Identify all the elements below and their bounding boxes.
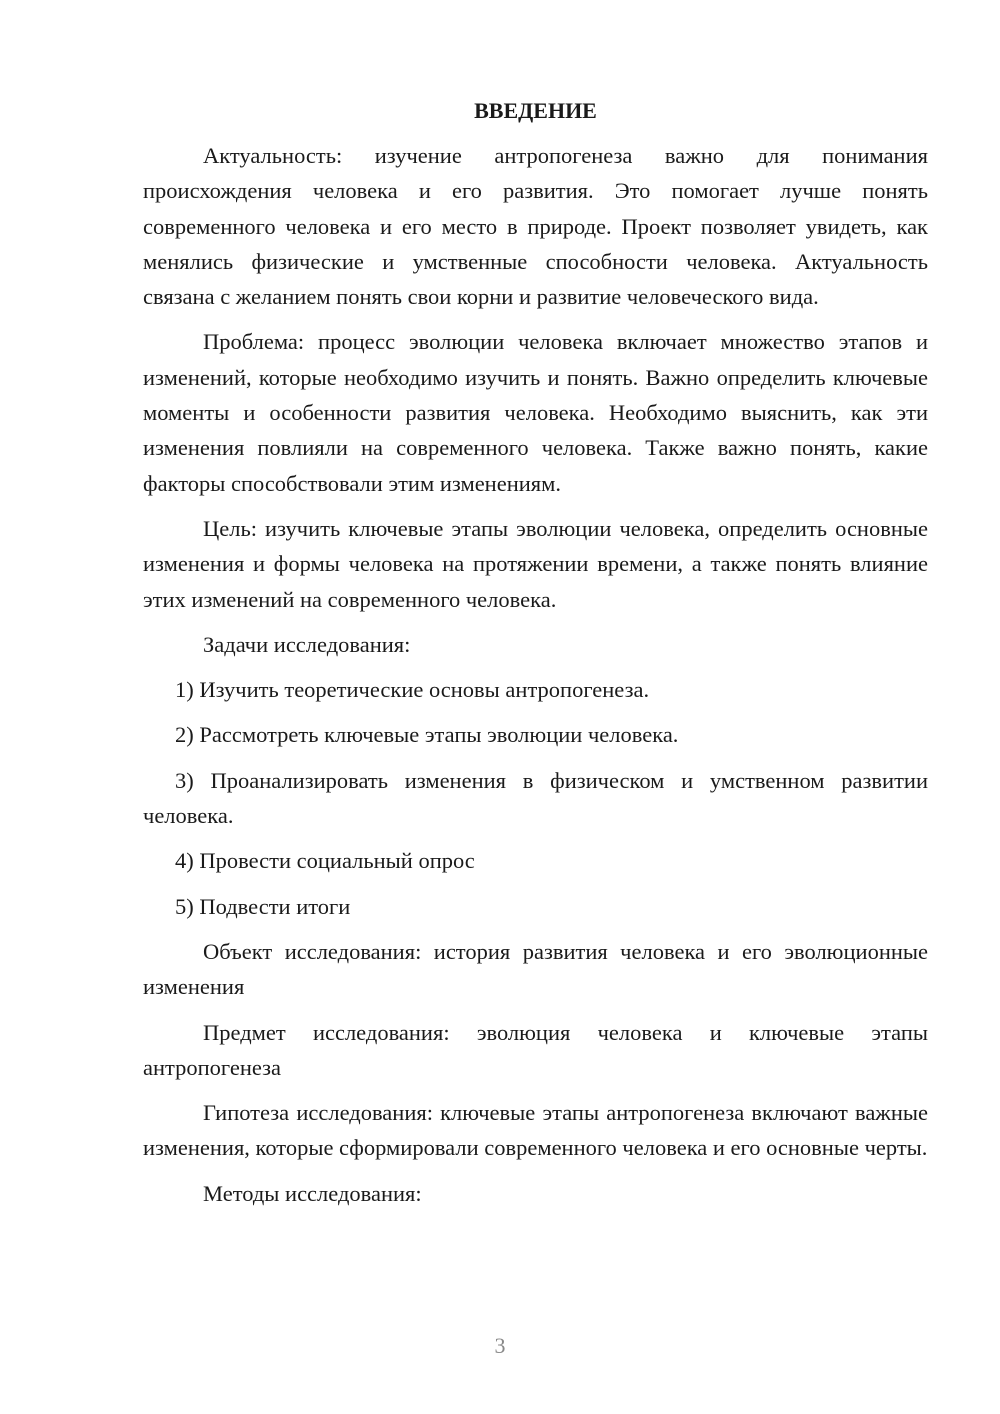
paragraph-subject: Предмет исследования: эволюция человека и ключевые этапы антропогенеза <box>143 1019 928 1080</box>
paragraph-hypothesis: Гипотеза исследования: ключевые этапы антропогенеза включают важные изменения, которые сформировали современного человека и его основные черты. <box>143 1100 928 1161</box>
task-item-5: 5) Подвести итоги <box>175 893 351 919</box>
paragraph-tasks-heading: Задачи исследования: <box>203 631 411 657</box>
task-item-2: 2) Рассмотреть ключевые этапы эволюции человека. <box>175 722 679 748</box>
paragraph-methods: Методы исследования: <box>203 1180 422 1206</box>
page-content <box>143 93 928 1221</box>
section-heading: ВВЕДЕНИЕ <box>474 98 597 123</box>
task-item-1: 1) Изучить теоретические основы антропогенеза. <box>175 677 650 703</box>
task-item-4: 4) Провести социальный опрос <box>175 848 475 874</box>
paragraph-goal: Цель: изучить ключевые этапы эволюции человека, определить основные изменения и формы человека на протяжении времени, а также понять влияние этих изменений на современного человека. <box>143 515 928 612</box>
page-number: 3 <box>494 1333 506 1358</box>
paragraph-problem: Проблема: процесс эволюции человека включает множество этапов и изменений, которые необходимо изучить и понять. Важно определить ключевые моменты и особенности развития человека. Необходимо выяснить, как эти изменения повлияли на современного человека. Также важно понять, какие факторы способствовали этим изменениям. <box>143 329 928 496</box>
paragraph-object: Объект исследования: история развития человека и его эволюционные изменения <box>143 938 928 1000</box>
paragraph-relevance: Актуальность: изучение антропогенеза важно для понимания происхождения человека и его развития. Это помогает лучше понять современного человека и его место в природе. Проект позволяет увидеть, как менялись физические и умственные способности человека. Актуальность связана с желанием понять свои корни и развитие человеческого вида. <box>143 143 928 310</box>
task-item-3: 3) Проанализировать изменения в физическом и умственном развитии человека. <box>143 767 928 829</box>
